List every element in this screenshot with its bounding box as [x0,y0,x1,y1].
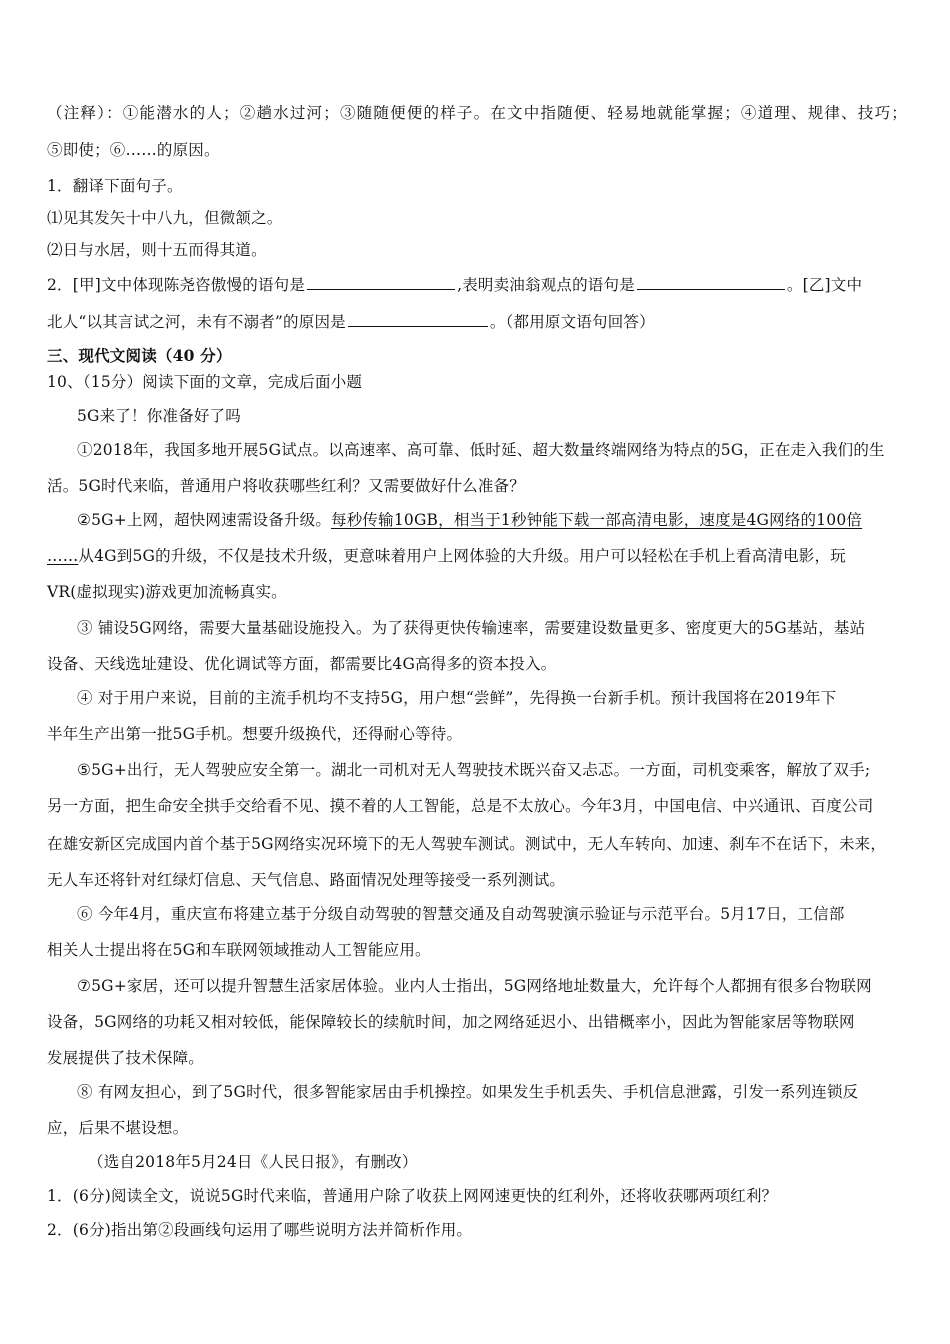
underlined-sentence-part-2: …… [47,547,79,565]
para-6-line-2: 相关人士提出将在5G和车联网领域推动人工智能应用。 [47,941,431,959]
underlined-sentence-part-1: 每秒传输10GB，相当于1秒钟能下载一部高清电影，速度是4G网络的100倍 [331,511,863,529]
para-2-rest: 从4G到5G的升级，不仅是技术升级，更意味着用户上网体验的大升级。用户可以轻松在手机上看高清电影，玩 [78,547,846,565]
answer-blank-1[interactable] [307,274,455,290]
q2-text-5: 。（都用原文语句回答） [489,313,655,331]
q2-text-2: ,表明卖油翁观点的语句是 [457,276,635,294]
subquestion-2: 2．(6分)指出第②段画线句运用了哪些说明方法并简析作用。 [47,1221,473,1239]
question-1-title: 1．翻译下面句子。 [47,177,183,195]
answer-blank-2[interactable] [637,274,785,290]
para-5-line-2: 另一方面，把生命安全拱手交给看不见、摸不着的人工智能，总是不太放心。今年3月，中国电信、中兴通讯、百度公司 [47,797,874,815]
question-1-sentence-1: ⑴见其发矢十中八九，但微颔之。 [47,209,283,227]
para-2-line-2 [47,546,907,566]
para-3-line-1: ③ 铺设5G网络，需要大量基础设施投入。为了获得更快传输速率，需要建设数量更多、密度更大的5G基站，基站 [77,619,866,637]
article-title: 5G来了！你准备好了吗 [77,407,241,425]
para-8-line-1: ⑧ 有网友担心，到了5G时代，很多智能家居由手机操控。如果发生手机丢失、手机信息泄露，引发一系列连锁反 [77,1083,859,1101]
para-7-line-3: 发展提供了技术保障。 [47,1049,205,1067]
notes-line-2: ⑤即使；⑥……的原因。 [47,141,220,159]
para-1-line-1: ①2018年，我国多地开展5G试点。以高速率、高可靠、低时延、超大数量终端网络为特点的5G，正在走入我们的生 [77,441,885,459]
para-5-line-4: 无人车还将针对红绿灯信息、天气信息、路面情况处理等接受一系列测试。 [47,871,566,889]
para-4-line-1: ④ 对于用户来说，目前的主流手机均不支持5G，用户想“尝鲜”，先得换一台新手机。预计我国将在2019年下 [77,689,837,707]
para-6-line-1: ⑥ 今年4月，重庆宣布将建立基于分级自动驾驶的智慧交通及自动驾驶演示验证与示范平台。5月17日，工信部 [77,905,845,923]
para-2-line-1 [77,510,907,530]
section-3-heading: 三、现代文阅读（40 分） [47,346,232,365]
question-2-line-2 [47,311,907,332]
q2-text-4: 北人“以其言试之河，未有不溺者”的原因是 [47,313,346,331]
q2-text-1: 2．[甲]文中体现陈尧咨傲慢的语句是 [47,276,306,294]
answer-blank-3[interactable] [348,311,488,327]
para-4-line-2: 半年生产出第一批5G手机。想要升级换代，还得耐心等待。 [47,725,463,743]
article-source: （选自2018年5月24日《人民日报》，有删改） [88,1153,418,1171]
para-7-line-1: ⑦5G+家居，还可以提升智慧生活家居体验。业内人士指出，5G网络地址数量大，允许每个人都拥有很多台物联网 [77,977,872,995]
para-2-lead: ②5G+上网，超快网速需设备升级。 [77,511,332,529]
para-5-line-1: ⑤5G+出行，无人驾驶应安全第一。湖北一司机对无人驾驶技术既兴奋又忐忑。一方面，司机变乘客，解放了双手; [77,761,871,779]
subquestion-1: 1．(6分)阅读全文，说说5G时代来临，普通用户除了收获上网网速更快的红利外，还将收获哪两项红利？ [47,1187,778,1205]
para-1-line-2: 活。5G时代来临，普通用户将收获哪些红利？又需要做好什么准备？ [47,477,525,495]
question-1-sentence-2: ⑵日与水居，则十五而得其道。 [47,241,267,259]
question-2-line-1 [47,274,907,295]
para-7-line-2: 设备，5G网络的功耗又相对较低，能保障较长的续航时间，加之网络延迟小、出错概率小，因此为智能家居等物联网 [47,1013,855,1031]
question-10-intro: 10、（15分）阅读下面的文章，完成后面小题 [47,373,363,391]
para-8-line-2: 应，后果不堪设想。 [47,1119,189,1137]
para-3-line-2: 设备、天线选址建设、优化调试等方面，都需要比4G高得多的资本投入。 [47,655,557,673]
para-2-line-3: VR(虚拟现实)游戏更加流畅真实。 [47,583,287,601]
notes-line-1: （注释）：①能潜水的人；②趟水过河；③随随便便的样子。在文中指随便、轻易地就能掌握；④道理、规律、技巧； [47,104,907,122]
para-5-line-3: 在雄安新区完成国内首个基于5G网络实况环境下的无人驾驶车测试。测试中，无人车转向、加速、刹车不在话下，未来， [47,835,887,853]
q2-text-3: 。[乙]文中 [786,276,863,294]
